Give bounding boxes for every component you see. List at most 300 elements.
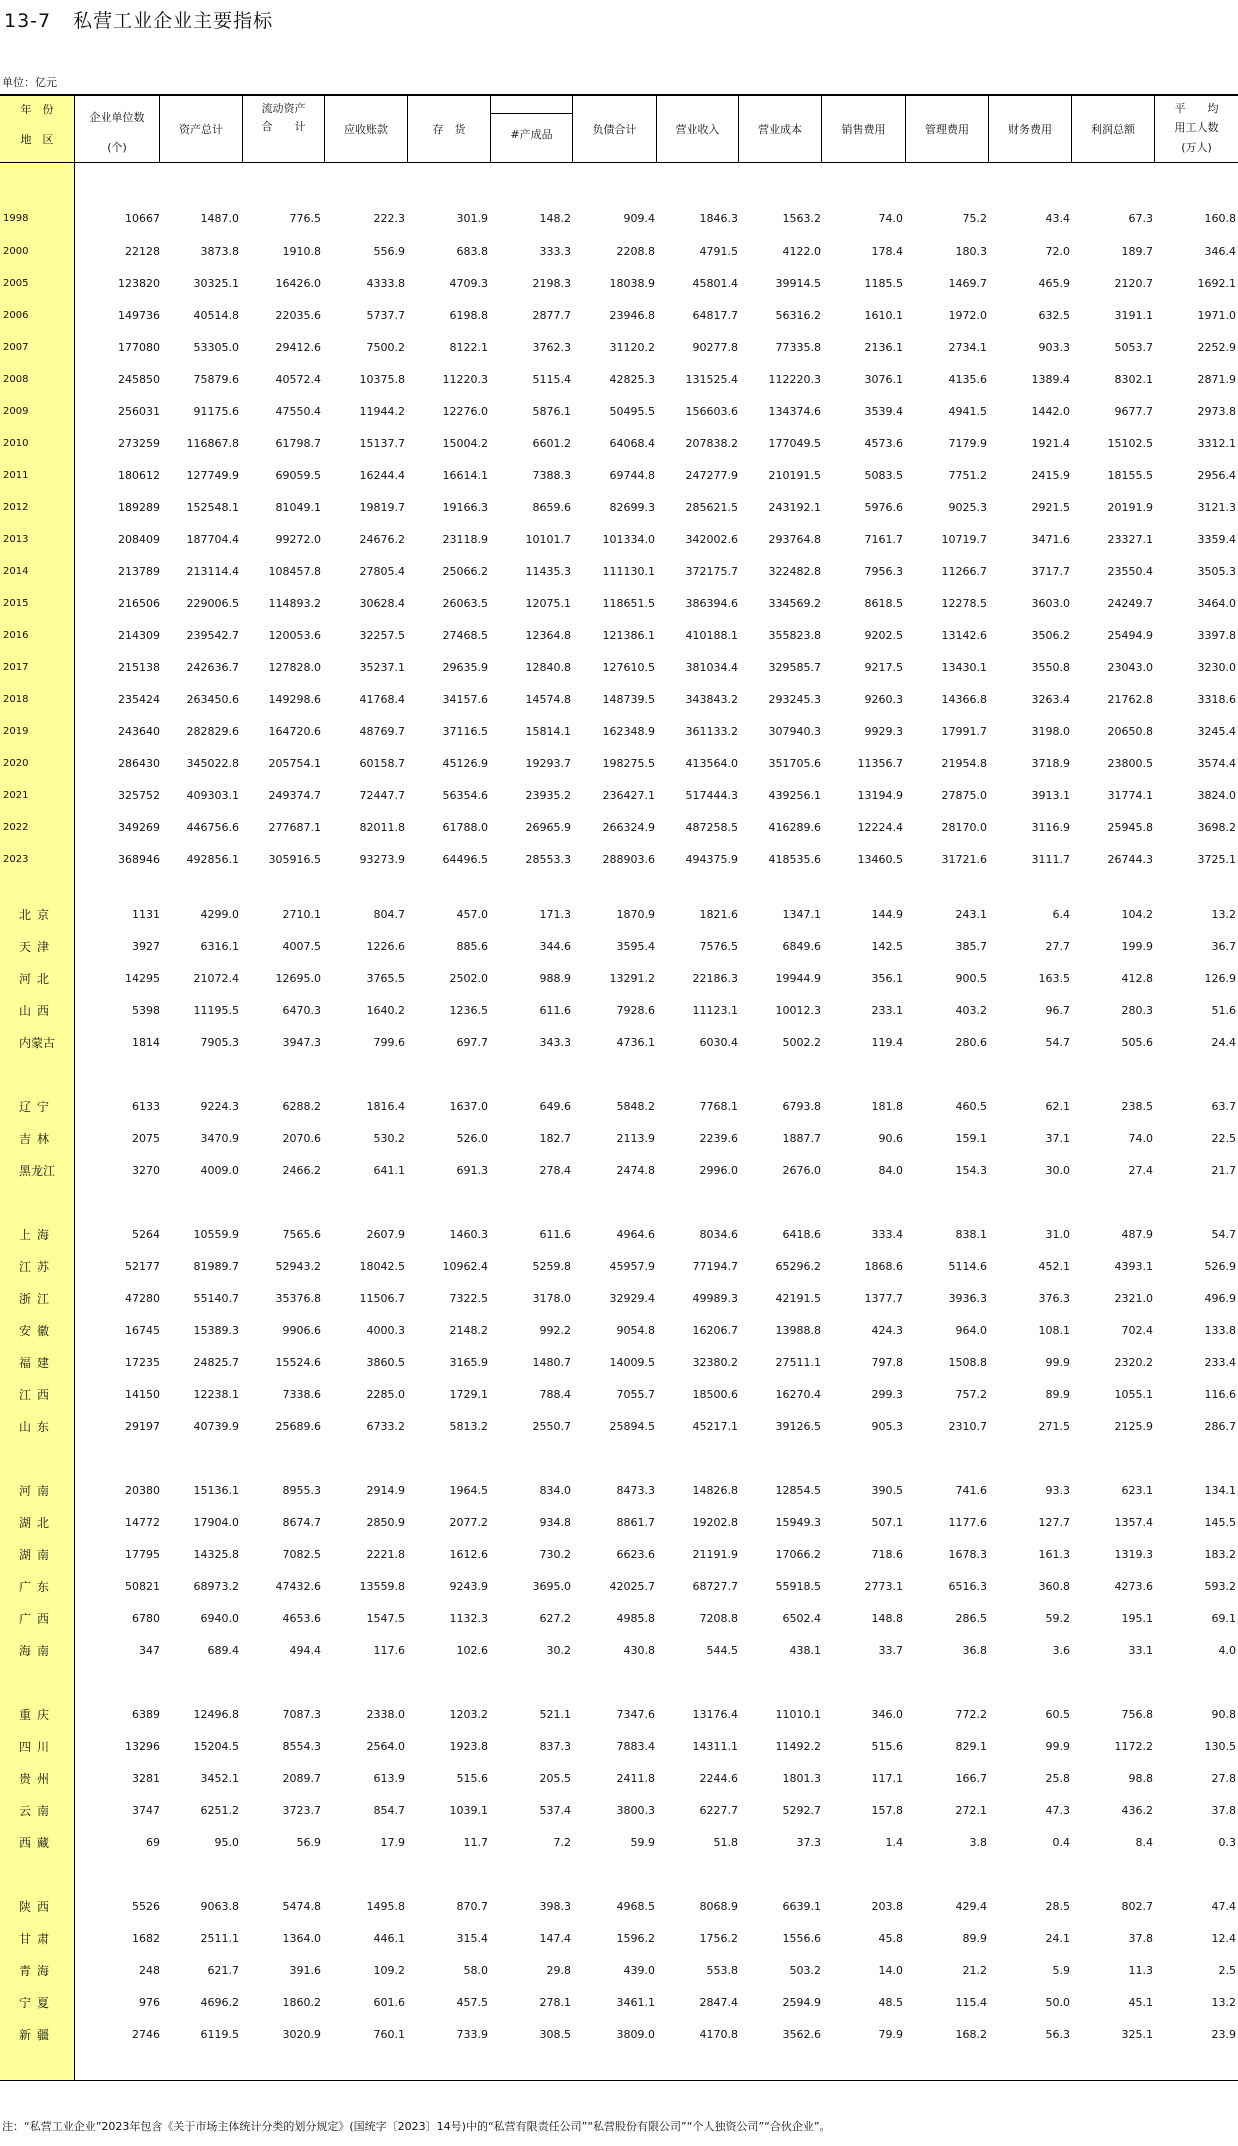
table-cell: 2.5	[1218, 1964, 1236, 1977]
table-cell: 6030.4	[699, 1036, 738, 1049]
table-cell: 5474.8	[282, 1900, 321, 1913]
table-cell: 1389.4	[1031, 373, 1070, 386]
table-cell: 59.9	[630, 1836, 655, 1849]
table-cell: 3470.9	[200, 1132, 239, 1145]
table-cell: 16244.4	[359, 469, 405, 482]
table-cell: 29.8	[546, 1964, 571, 1977]
table-cell: 19819.7	[359, 501, 405, 514]
table-cell: 1377.7	[864, 1292, 903, 1305]
table-cell: 15204.5	[193, 1740, 239, 1753]
table-cell: 13430.1	[941, 661, 987, 674]
table-row	[0, 1160, 1238, 1182]
table-cell: 13142.6	[941, 629, 987, 642]
table-cell: 24249.7	[1107, 597, 1153, 610]
region-label: 云南	[18, 1804, 55, 1818]
table-cell: 8.4	[1135, 1836, 1153, 1849]
table-cell: 8302.1	[1114, 373, 1153, 386]
table-row	[0, 1480, 1238, 1502]
table-cell: 117.1	[871, 1772, 903, 1785]
table-cell: 99.9	[1045, 1356, 1070, 1369]
table-cell: 81049.1	[275, 501, 321, 514]
table-cell: 1132.3	[449, 1612, 488, 1625]
table-cell: 733.9	[456, 2028, 488, 2041]
table-row	[0, 369, 1238, 391]
table-cell: 31.0	[1045, 1228, 1070, 1241]
table-cell: 277687.1	[268, 821, 321, 834]
header-revenue: 营业收入	[656, 96, 738, 162]
table-cell: 77335.8	[775, 341, 821, 354]
table-cell: 17904.0	[193, 1516, 239, 1529]
table-cell: 351705.6	[768, 757, 821, 770]
table-cell: 537.4	[539, 1804, 571, 1817]
table-cell: 27875.0	[941, 789, 987, 802]
table-row	[0, 817, 1238, 839]
table-cell: 23800.5	[1107, 757, 1153, 770]
page-title	[4, 6, 273, 33]
table-cell: 756.8	[1121, 1708, 1153, 1721]
header-year: 年 份	[20, 103, 54, 116]
table-cell: 2773.1	[864, 1580, 903, 1593]
table-cell: 3165.9	[449, 1356, 488, 1369]
table-cell: 623.1	[1121, 1484, 1153, 1497]
table-cell: 11944.2	[359, 405, 405, 418]
table-cell: 439.0	[623, 1964, 655, 1977]
table-cell: 7500.2	[366, 341, 405, 354]
table-cell: 161.3	[1038, 1548, 1070, 1561]
table-cell: 8659.6	[532, 501, 571, 514]
table-cell: 322482.8	[768, 565, 821, 578]
table-cell: 247277.9	[685, 469, 738, 482]
table-cell: 360.8	[1038, 1580, 1070, 1593]
table-cell: 1563.2	[782, 212, 821, 225]
table-cell: 3230.0	[1197, 661, 1236, 674]
table-cell: 272.1	[955, 1804, 987, 1817]
table-cell: 632.5	[1038, 309, 1070, 322]
table-cell: 329585.7	[768, 661, 821, 674]
table-cell: 1547.5	[366, 1612, 405, 1625]
table-row	[0, 936, 1238, 958]
table-cell: 4122.0	[782, 245, 821, 258]
table-row	[0, 657, 1238, 679]
table-cell: 3765.5	[366, 972, 405, 985]
table-cell: 757.2	[955, 1388, 987, 1401]
table-cell: 6601.2	[532, 437, 571, 450]
table-cell: 4968.5	[616, 1900, 655, 1913]
table-cell: 4299.0	[200, 908, 239, 921]
table-cell: 3.8	[969, 1836, 987, 1849]
table-cell: 142.5	[871, 940, 903, 953]
table-cell: 494.4	[289, 1644, 321, 1657]
table-cell: 3461.1	[616, 1996, 655, 2009]
table-cell: 342002.6	[685, 533, 738, 546]
table-cell: 2244.6	[699, 1772, 738, 1785]
table-cell: 2415.9	[1031, 469, 1070, 482]
table-cell: 2850.9	[366, 1516, 405, 1529]
table-cell: 30325.1	[193, 277, 239, 290]
table-cell: 903.3	[1038, 341, 1070, 354]
table-cell: 9224.3	[200, 1100, 239, 1113]
table-cell: 45217.1	[692, 1420, 738, 1433]
table-row	[0, 1256, 1238, 1278]
table-cell: 22.5	[1211, 1132, 1236, 1145]
table-cell: 195.1	[1121, 1612, 1153, 1625]
table-cell: 99.9	[1045, 1740, 1070, 1753]
table-cell: 6639.1	[782, 1900, 821, 1913]
table-cell: 372175.7	[685, 565, 738, 578]
table-cell: 601.6	[373, 1996, 405, 2009]
table-cell: 1357.4	[1114, 1516, 1153, 1529]
header-financial-expenses: 财务费用	[988, 96, 1071, 162]
region-label: 湖南	[18, 1548, 55, 1562]
table-cell: 346.4	[1204, 245, 1236, 258]
table-cell: 114893.2	[268, 597, 321, 610]
table-cell: 82699.3	[609, 501, 655, 514]
table-cell: 3191.1	[1114, 309, 1153, 322]
table-cell: 2148.2	[449, 1324, 488, 1337]
table-cell: 9063.8	[200, 1900, 239, 1913]
table-cell: 325.1	[1121, 2028, 1153, 2041]
table-cell: 49989.3	[692, 1292, 738, 1305]
table-cell: 12695.0	[275, 972, 321, 985]
table-cell: 31120.2	[609, 341, 655, 354]
table-cell: 278.1	[539, 1996, 571, 2009]
table-cell: 282829.6	[186, 725, 239, 738]
table-row	[0, 1832, 1238, 1854]
table-cell: 1185.5	[864, 277, 903, 290]
header-enterprise-count: 企业单位数 (个)	[74, 96, 159, 162]
table-cell: 992.2	[539, 1324, 571, 1337]
region-label: 辽宁	[18, 1100, 55, 1114]
table-cell: 18042.5	[359, 1260, 405, 1273]
table-cell: 1172.2	[1114, 1740, 1153, 1753]
table-cell: 21954.8	[941, 757, 987, 770]
table-cell: 61798.7	[275, 437, 321, 450]
region-label: 浙江	[18, 1292, 55, 1306]
table-cell: 1319.3	[1114, 1548, 1153, 1561]
table-cell: 159.1	[955, 1132, 987, 1145]
table-cell: 30.2	[546, 1644, 571, 1657]
table-cell: 4009.0	[200, 1164, 239, 1177]
region-label: 广西	[18, 1612, 55, 1626]
table-cell: 2113.9	[616, 1132, 655, 1145]
table-cell: 343.3	[539, 1036, 571, 1049]
table-cell: 68973.2	[193, 1580, 239, 1593]
table-cell: 72.0	[1045, 245, 1070, 258]
table-row	[0, 1384, 1238, 1406]
header-year-region	[0, 96, 74, 162]
table-cell: 334569.2	[768, 597, 821, 610]
table-cell: 430.8	[623, 1644, 655, 1657]
table-cell: 25.8	[1045, 1772, 1070, 1785]
table-cell: 530.2	[373, 1132, 405, 1145]
table-cell: 7087.3	[282, 1708, 321, 1721]
table-cell: 460.5	[955, 1100, 987, 1113]
table-cell: 390.5	[871, 1484, 903, 1497]
table-cell: 2070.6	[282, 1132, 321, 1145]
table-cell: 96.7	[1045, 1004, 1070, 1017]
table-cell: 325752	[118, 789, 160, 802]
table-cell: 286.5	[955, 1612, 987, 1625]
table-cell: 361133.2	[685, 725, 738, 738]
table-cell: 347	[139, 1644, 160, 1657]
table-cell: 2594.9	[782, 1996, 821, 2009]
table-cell: 16426.0	[275, 277, 321, 290]
table-cell: 157.8	[871, 1804, 903, 1817]
table-cell: 7179.9	[948, 437, 987, 450]
table-cell: 54.7	[1045, 1036, 1070, 1049]
region-label: 贵州	[18, 1772, 55, 1786]
table-cell: 1972.0	[948, 309, 987, 322]
table-cell: 556.9	[373, 245, 405, 258]
table-cell: 1921.4	[1031, 437, 1070, 450]
table-cell: 730.2	[539, 1548, 571, 1561]
table-cell: 492856.1	[186, 853, 239, 866]
table-cell: 487.9	[1121, 1228, 1153, 1241]
table-cell: 25066.2	[442, 565, 488, 578]
region-label: 黑龙江	[18, 1164, 55, 1178]
table-row	[0, 337, 1238, 359]
table-cell: 1814	[132, 1036, 160, 1049]
table-cell: 6288.2	[282, 1100, 321, 1113]
table-cell: 2310.7	[948, 1420, 987, 1433]
table-cell: 7905.3	[200, 1036, 239, 1049]
footnote: 注：“私营工业企业”2023年包含《关于市场主体统计分类的划分规定》(国统字〔2023〕14号)中的“私营有限责任公司”“私营股份有限公司”“个人独资公司”“合伙企业”。	[2, 2120, 831, 2133]
table-cell: 804.7	[373, 908, 405, 921]
table-cell: 3116.9	[1031, 821, 1070, 834]
table-cell: 40514.8	[193, 309, 239, 322]
table-cell: 203.8	[871, 1900, 903, 1913]
table-cell: 131525.4	[685, 373, 738, 386]
table-cell: 5876.1	[532, 405, 571, 418]
table-row	[0, 1544, 1238, 1566]
table-cell: 1226.6	[366, 940, 405, 953]
table-cell: 286430	[118, 757, 160, 770]
region-label: 福建	[18, 1356, 55, 1370]
table-cell: 214309	[118, 629, 160, 642]
region-label: 河北	[18, 972, 55, 986]
table-cell: 3245.4	[1197, 725, 1236, 738]
table-cell: 6389	[132, 1708, 160, 1721]
table-cell: 11266.7	[941, 565, 987, 578]
table-cell: 7388.3	[532, 469, 571, 482]
table-cell: 457.5	[456, 1996, 488, 2009]
table-cell: 12278.5	[941, 597, 987, 610]
year-label: 2005	[3, 278, 29, 289]
table-cell: 410188.1	[685, 629, 738, 642]
table-cell: 117.6	[373, 1644, 405, 1657]
table-row	[0, 1224, 1238, 1246]
table-cell: 15524.6	[275, 1356, 321, 1369]
table-cell: 3562.6	[782, 2028, 821, 2041]
table-cell: 178.4	[871, 245, 903, 258]
table-cell: 1637.0	[449, 1100, 488, 1113]
table-cell: 3121.3	[1197, 501, 1236, 514]
table-cell: 120053.6	[268, 629, 321, 642]
table-cell: 1910.8	[282, 245, 321, 258]
table-cell: 683.8	[456, 245, 488, 258]
table-cell: 2221.8	[366, 1548, 405, 1561]
table-cell: 16206.7	[692, 1324, 738, 1337]
table-header	[0, 96, 1238, 162]
table-cell: 8861.7	[616, 1516, 655, 1529]
table-cell: 837.3	[539, 1740, 571, 1753]
table-row	[0, 1992, 1238, 2014]
table-cell: 17795	[125, 1548, 160, 1561]
table-cell: 2136.1	[864, 341, 903, 354]
table-cell: 11123.1	[692, 1004, 738, 1017]
table-cell: 51.8	[713, 1836, 738, 1849]
table-cell: 11220.3	[442, 373, 488, 386]
table-cell: 741.6	[955, 1484, 987, 1497]
table-cell: 18155.5	[1107, 469, 1153, 482]
table-cell: 355823.8	[768, 629, 821, 642]
table-cell: 24825.7	[193, 1356, 239, 1369]
table-cell: 9217.5	[864, 661, 903, 674]
table-cell: 1469.7	[948, 277, 987, 290]
table-cell: 285621.5	[685, 501, 738, 514]
table-cell: 1055.1	[1114, 1388, 1153, 1401]
table-cell: 47280	[125, 1292, 160, 1305]
table-cell: 25689.6	[275, 1420, 321, 1433]
table-cell: 37116.5	[442, 725, 488, 738]
table-row	[0, 1704, 1238, 1726]
table-cell: 3725.1	[1197, 853, 1236, 866]
table-cell: 152548.1	[186, 501, 239, 514]
table-cell: 189.7	[1121, 245, 1153, 258]
table-cell: 14325.8	[193, 1548, 239, 1561]
table-cell: 23946.8	[609, 309, 655, 322]
table-cell: 496.9	[1204, 1292, 1236, 1305]
table-cell: 4964.6	[616, 1228, 655, 1241]
table-row	[0, 1896, 1238, 1918]
table-cell: 126.9	[1204, 972, 1236, 985]
table-cell: 1801.3	[782, 1772, 821, 1785]
table-cell: 8122.1	[449, 341, 488, 354]
table-cell: 3263.4	[1031, 693, 1070, 706]
table-cell: 75879.6	[193, 373, 239, 386]
table-cell: 69059.5	[275, 469, 321, 482]
year-label: 2017	[3, 662, 29, 673]
table-cell: 870.7	[456, 1900, 488, 1913]
table-cell: 74.0	[878, 212, 903, 225]
table-cell: 23.9	[1211, 2028, 1236, 2041]
table-row	[0, 904, 1238, 926]
table-cell: 3281	[132, 1772, 160, 1785]
table-cell: 23935.2	[525, 789, 571, 802]
header-operating-cost: 营业成本	[738, 96, 821, 162]
table-cell: 37.8	[1211, 1804, 1236, 1817]
table-cell: 39126.5	[775, 1420, 821, 1433]
table-cell: 2077.2	[449, 1516, 488, 1529]
table-cell: 1610.1	[864, 309, 903, 322]
table-cell: 148.2	[539, 212, 571, 225]
table-cell: 346.0	[871, 1708, 903, 1721]
table-row	[0, 241, 1238, 263]
table-cell: 772.2	[955, 1708, 987, 1721]
table-cell: 32257.5	[359, 629, 405, 642]
table-cell: 6133	[132, 1100, 160, 1113]
table-cell: 37.3	[796, 1836, 821, 1849]
table-cell: 4007.5	[282, 940, 321, 953]
table-cell: 3947.3	[282, 1036, 321, 1049]
table-cell: 22035.6	[275, 309, 321, 322]
table-cell: 10012.3	[775, 1004, 821, 1017]
table-cell: 11492.2	[775, 1740, 821, 1753]
table-cell: 19293.7	[525, 757, 571, 770]
table-cell: 4941.5	[948, 405, 987, 418]
table-cell: 50.0	[1045, 1996, 1070, 2009]
table-cell: 2914.9	[366, 1484, 405, 1497]
table-cell: 9260.3	[864, 693, 903, 706]
table-cell: 6.4	[1052, 908, 1070, 921]
region-label: 陕西	[18, 1900, 55, 1914]
table-cell: 457.0	[456, 908, 488, 921]
table-row	[0, 785, 1238, 807]
region-label: 宁夏	[18, 1996, 55, 2010]
table-cell: 40739.9	[193, 1420, 239, 1433]
table-cell: 2075	[132, 1132, 160, 1145]
table-cell: 3397.8	[1197, 629, 1236, 642]
table-cell: 1480.7	[532, 1356, 571, 1369]
table-cell: 293245.3	[768, 693, 821, 706]
table-cell: 233.1	[871, 1004, 903, 1017]
table-cell: 27.4	[1128, 1164, 1153, 1177]
table-cell: 3076.1	[864, 373, 903, 386]
table-cell: 216506	[118, 597, 160, 610]
table-cell: 18038.9	[609, 277, 655, 290]
table-cell: 7161.7	[864, 533, 903, 546]
header-total-profit: 利润总额	[1071, 96, 1154, 162]
table-cell: 368946	[118, 853, 160, 866]
table-cell: 3603.0	[1031, 597, 1070, 610]
table-row	[0, 1800, 1238, 1822]
table-cell: 48.5	[878, 1996, 903, 2009]
table-cell: 2321.0	[1114, 1292, 1153, 1305]
table-row	[0, 1736, 1238, 1758]
table-cell: 47.3	[1045, 1804, 1070, 1817]
year-label: 2021	[3, 790, 29, 801]
table-cell: 28170.0	[941, 821, 987, 834]
table-cell: 90.8	[1211, 1708, 1236, 1721]
table-cell: 4791.5	[699, 245, 738, 258]
table-cell: 641.1	[373, 1164, 405, 1177]
table-cell: 376.3	[1038, 1292, 1070, 1305]
table-cell: 127749.9	[186, 469, 239, 482]
table-cell: 5976.6	[864, 501, 903, 514]
table-cell: 15136.1	[193, 1484, 239, 1497]
table-cell: 64496.5	[442, 853, 488, 866]
table-cell: 5526	[132, 1900, 160, 1913]
table-cell: 3873.8	[200, 245, 239, 258]
table-cell: 3359.4	[1197, 533, 1236, 546]
table-cell: 183.2	[1204, 1548, 1236, 1561]
table-cell: 75.2	[962, 212, 987, 225]
table-cell: 34157.6	[442, 693, 488, 706]
header-bottom-rule	[0, 162, 1238, 163]
table-cell: 3595.4	[616, 940, 655, 953]
table-cell: 99272.0	[275, 533, 321, 546]
table-cell: 3913.1	[1031, 789, 1070, 802]
table-cell: 1846.3	[699, 212, 738, 225]
table-cell: 905.3	[871, 1420, 903, 1433]
table-cell: 245850	[118, 373, 160, 386]
table-cell: 127610.5	[602, 661, 655, 674]
table-cell: 64817.7	[692, 309, 738, 322]
table-cell: 5292.7	[782, 1804, 821, 1817]
table-cell: 2120.7	[1114, 277, 1153, 290]
table-cell: 3464.0	[1197, 597, 1236, 610]
table-cell: 2338.0	[366, 1708, 405, 1721]
